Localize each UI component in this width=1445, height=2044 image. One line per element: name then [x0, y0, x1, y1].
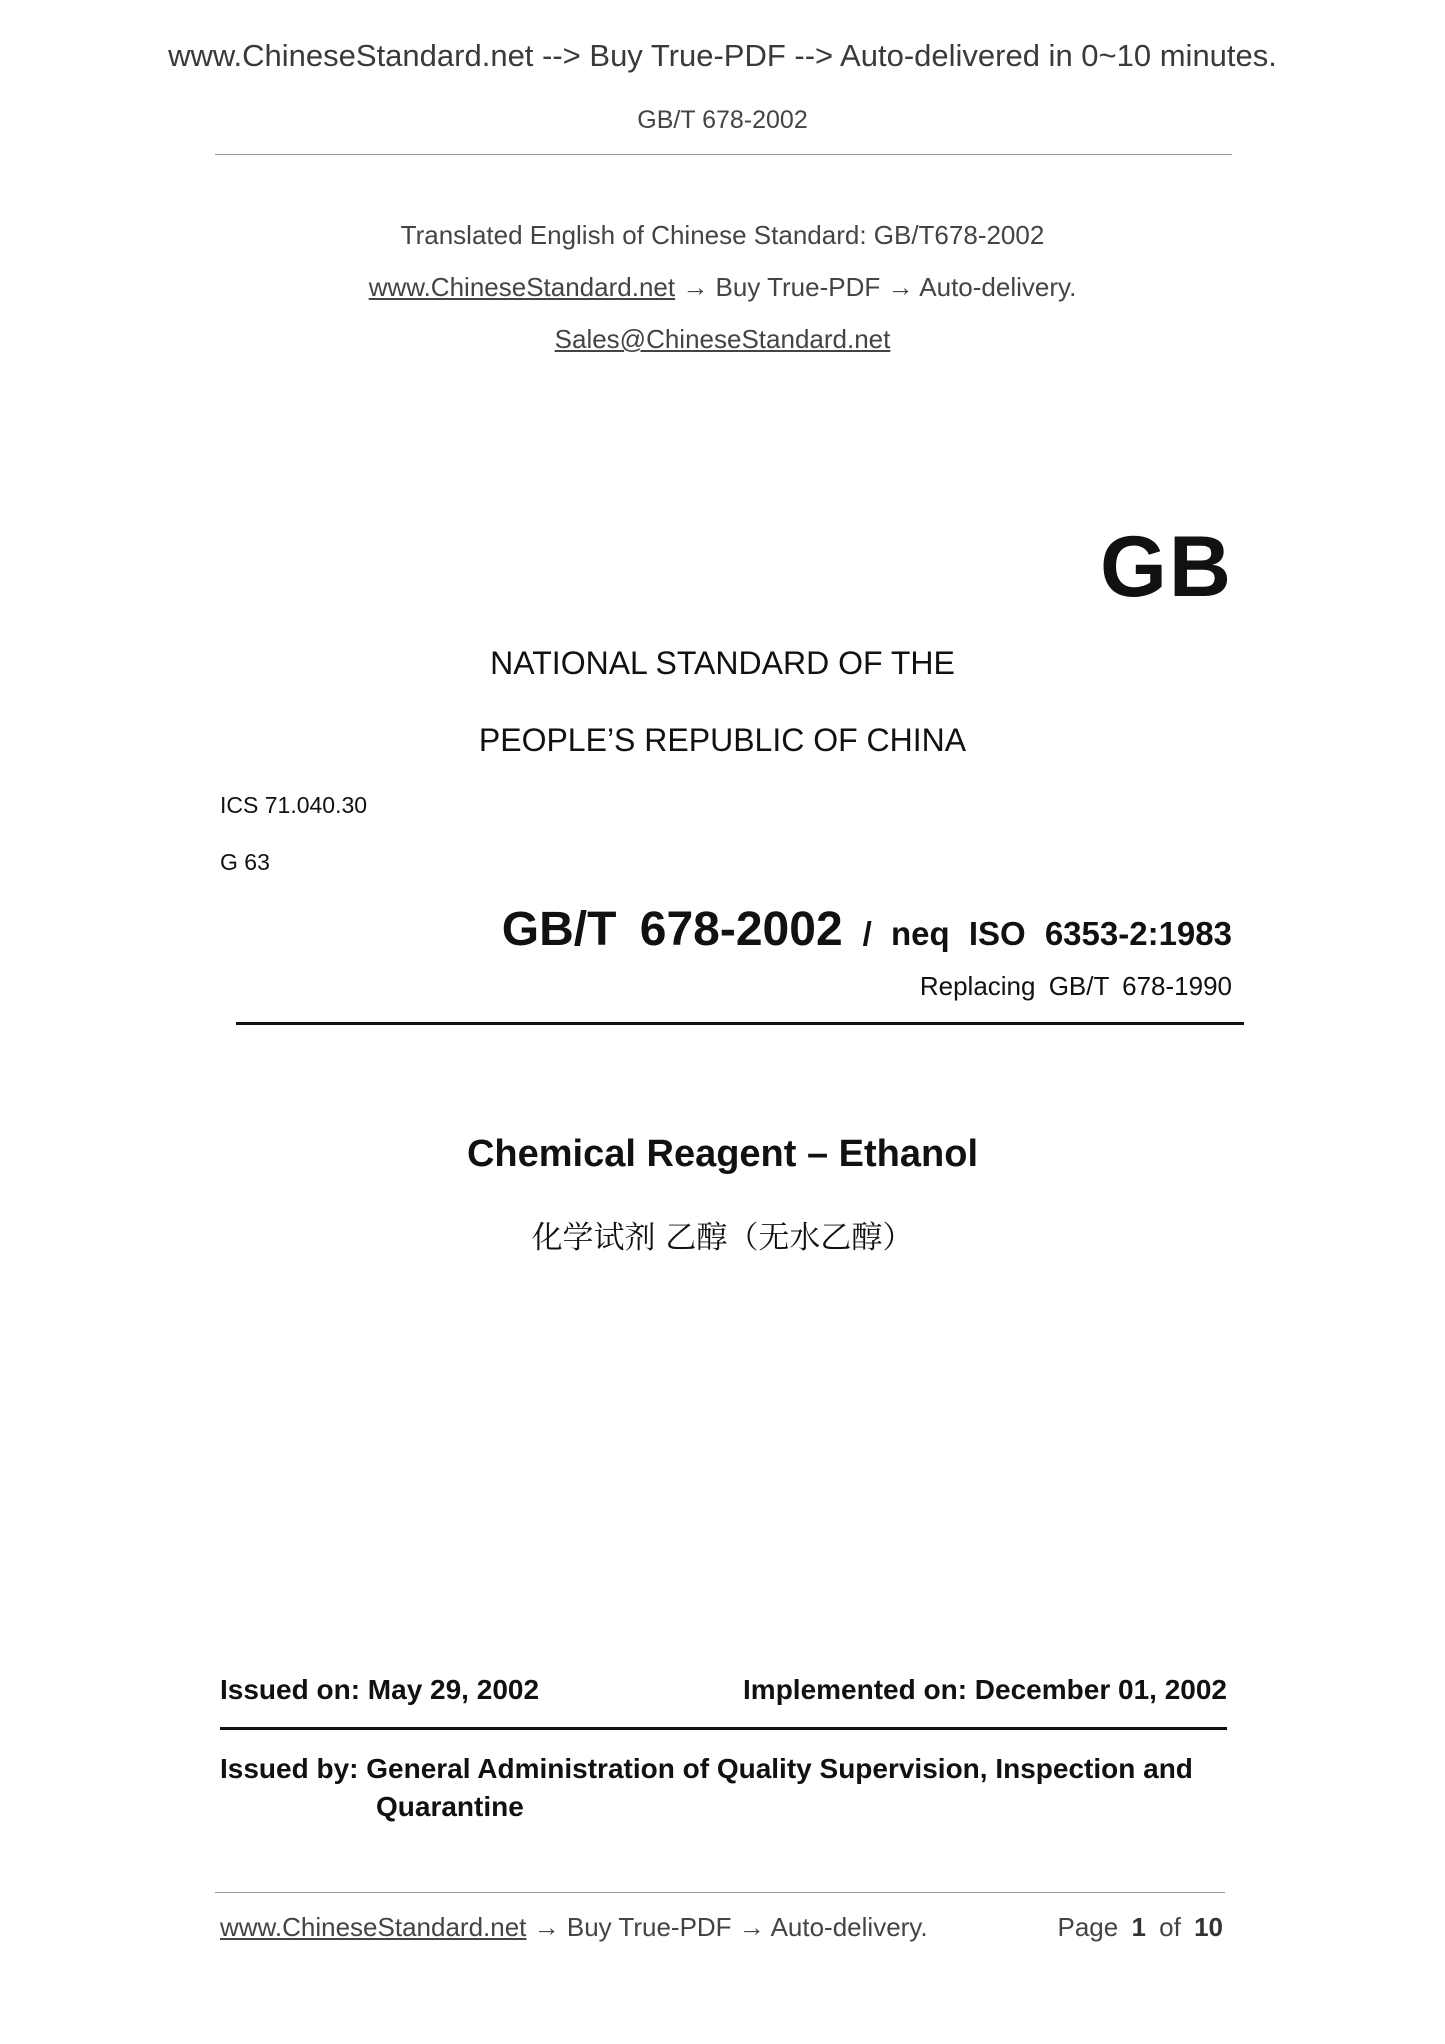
translated-line: Translated English of Chinese Standard: GB/T678-2002 [400, 220, 1045, 250]
footer-delivery-text: → Buy True-PDF → Auto-delivery. [526, 1912, 928, 1942]
national-standard-line2: PEOPLE’S REPUBLIC OF CHINA [478, 722, 967, 758]
implemented-on-date: Implemented on: December 01, 2002 [743, 1674, 1227, 1705]
sales-line [0, 324, 1445, 355]
header-divider [215, 154, 1232, 155]
issued-by-text: Issued by: General Administration of Quality Supervision, Inspection and [220, 1753, 1193, 1784]
issue-divider [220, 1727, 1227, 1730]
footer-divider [215, 1892, 1225, 1893]
ics-code: ICS 71.040.30 [220, 792, 368, 818]
document-title: Chemical Reagent – Ethanol [466, 1133, 978, 1175]
title-divider [236, 1022, 1244, 1025]
page-current: 1 [1131, 1912, 1146, 1942]
delivery-text: → Buy True-PDF → Auto-delivery. [675, 272, 1077, 302]
issued-by [220, 1750, 1230, 1826]
delivery-line [0, 272, 1445, 303]
equivalence-note: / neq ISO 6353-2:1983 [862, 915, 1232, 952]
classification-code: G 63 [220, 849, 270, 875]
national-standard-line1: NATIONAL STANDARD OF THE [490, 645, 955, 681]
issued-on-date: Issued on: May 29, 2002 [220, 1674, 540, 1705]
footer-chinese-standard-link[interactable]: www.ChineseStandard.net [220, 1912, 527, 1942]
page-indicator [1057, 1912, 1223, 1943]
sales-email-link[interactable]: Sales@ChineseStandard.net [554, 324, 891, 354]
gb-logo: GB [1100, 519, 1233, 615]
standard-number-row [502, 902, 1232, 957]
footer-delivery-line [220, 1912, 928, 1943]
header-standard-code: GB/T 678-2002 [637, 106, 808, 134]
top-banner: www.ChineseStandard.net --> Buy True-PDF --> Auto-delivered in 0~10 minutes. [168, 38, 1277, 73]
page-total: 10 [1194, 1912, 1223, 1942]
standard-number: GB/T 678-2002 [501, 903, 843, 956]
issued-by-continuation: Quarantine [376, 1791, 524, 1822]
replacing-note: Replacing GB/T 678-1990 [919, 971, 1232, 1001]
document-title-chinese: 化学试剂 乙醇（无水乙醇） [531, 1220, 914, 1256]
page-of-label: of [1159, 1912, 1181, 1942]
chinese-standard-link[interactable]: www.ChineseStandard.net [368, 272, 676, 302]
page-label: Page [1057, 1912, 1119, 1942]
